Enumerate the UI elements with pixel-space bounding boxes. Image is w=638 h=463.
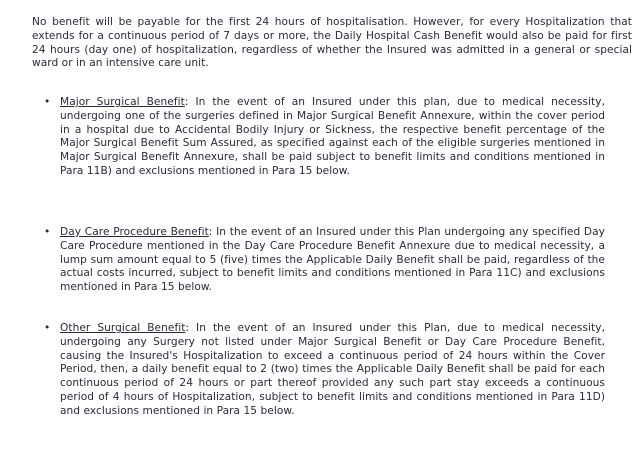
bullet-title: Other Surgical Benefit [60, 322, 186, 334]
bullet-other-surgical-benefit [44, 322, 605, 419]
bullet-text: : In the event of an Insured under this Plan, due to medical necessity, undergoing any Surgery not listed under Major Surgical Benefit or Day Care Procedure Benefit, causing the Insured's Hospitalization to exceed a continuous period of 24 hours within the Cover Period, then, a daily benefit equal to 2 (two) times the Applicable Daily Benefit shall be paid for each continuous period of 24 hours or part thereof provided any such part stay exceeds a continuous period of 4 hours of Hospitalization, subject to benefit limits and conditions mentioned in Para 11D) and exclusions mentioned in Para 15 below. [60, 322, 605, 417]
bullet-text: : In the event of an Insured under this plan, due to medical necessity, undergoing one of the surgeries defined in Major Surgical Benefit Annexure, within the cover period in a hospital due to Accidental Bodily Injury or Sickness, the respective benefit percentage of the Major Surgical Benefit Sum Assured, as specified against each of the eligible surgeries mentioned in Major Surgical Benefit Annexure, shall be paid subject to benefit limits and conditions mentioned in Para 11B) and exclusions mentioned in Para 15 below. [60, 96, 605, 177]
intro-paragraph: No benefit will be payable for the first 24 hours of hospitalisation. However, for every Hospitalization that extends for a continuous period of 7 days or more, the Daily Hospital Cash Benefit would also be paid for first 24 hours (day one) of hospitalization, regardless of whether the Insured was admitted in a general or special ward or in an intensive care unit. [32, 16, 632, 70]
bullet-title: Major Surgical Benefit [60, 96, 185, 108]
bullet-dot-icon: • [44, 226, 51, 238]
bullet-title: Day Care Procedure Benefit [60, 226, 209, 238]
bullet-text: : In the event of an Insured under this Plan undergoing any specified Day Care Procedure mentioned in the Day Care Procedure Benefit Annexure due to medical necessity, a lump sum amount equal to 5 (five) times the Applicable Daily Benefit shall be paid, regardless of the actual costs incurred, subject to benefit limits and conditions mentioned in Para 11C) and exclusions mentioned in Para 15 below. [60, 226, 605, 294]
bullet-dot-icon: • [44, 322, 51, 334]
bullet-major-surgical-benefit [44, 96, 605, 179]
bullet-day-care-procedure-benefit [44, 226, 605, 295]
bullet-dot-icon: • [44, 96, 51, 108]
